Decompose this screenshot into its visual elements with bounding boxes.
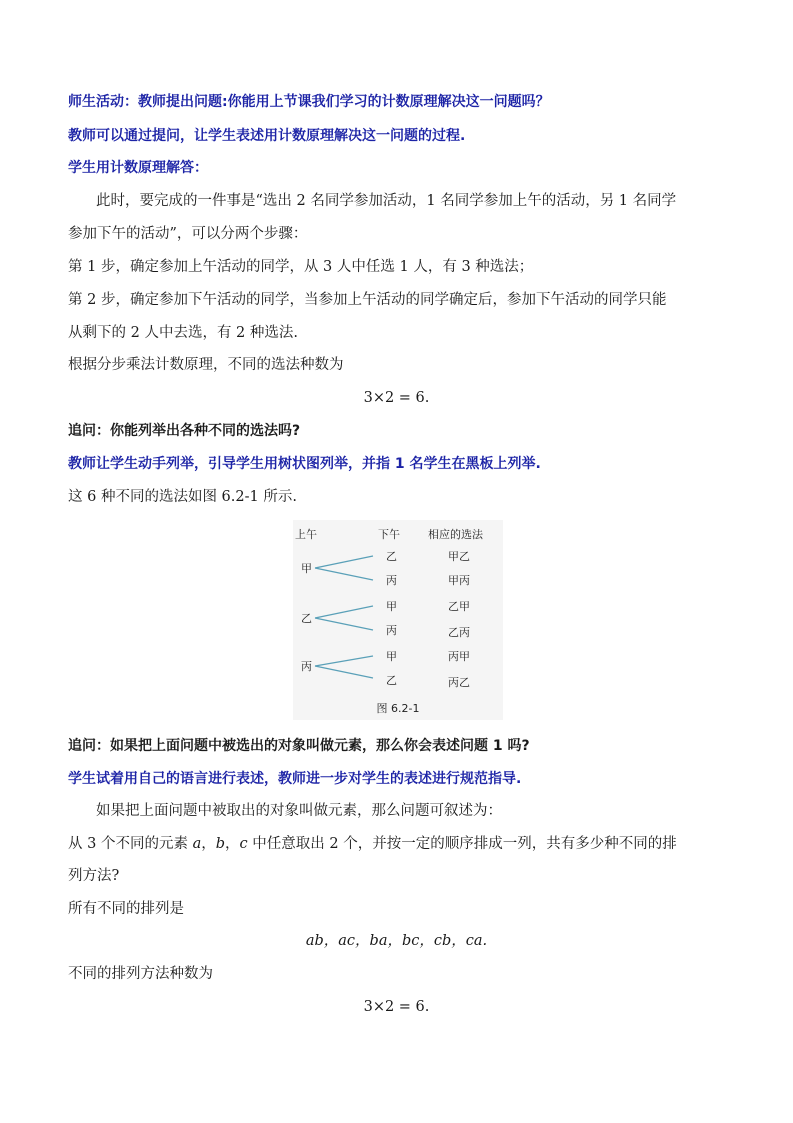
afternoon-choice: 乙 [386,550,397,563]
student-answer-heading: 学生用计数原理解答： [68,160,208,176]
paragraph-line: 不同的排列方法种数为 [68,966,213,982]
paragraph-line: 此时，要完成的一件事是“选出 2 名同学参加活动，1 名同学参加上午的活动，另 1 名同学 [96,193,677,209]
result-pair: 丙甲 [448,650,470,663]
afternoon-choice: 甲 [386,650,397,663]
morning-choice: 丙 [301,660,312,673]
variable-a: a [192,836,202,852]
teacher-note: 教师让学生动手列举，引导学生用树状图列举，并指 1 名学生在黑板上列举. [68,456,541,472]
morning-choice: 甲 [301,562,312,575]
afternoon-choice: 丙 [386,624,397,637]
figure-caption: 图 6.2-1 [376,702,420,715]
tree-header: 相应的选法 [428,528,483,541]
paragraph-line: 如果把上面问题中被取出的对象叫做元素，那么问题可叙述为： [96,803,502,819]
result-pair: 乙丙 [448,626,470,639]
teacher-note: 教师可以通过提问，让学生表述用计数原理解决这一问题的过程. [68,128,466,144]
variable-c: c [239,836,248,852]
equation: 3×2 = 6. [363,999,430,1015]
afternoon-choice: 乙 [386,674,397,687]
result-pair: 甲乙 [448,550,470,563]
afternoon-choice: 丙 [386,574,397,587]
text-run: ， [201,836,216,852]
paragraph-line: 这 6 种不同的选法如图 6.2-1 所示. [68,489,297,505]
result-pair: 甲丙 [448,574,470,587]
text-run: 从 3 个不同的元素 [68,836,193,852]
problem-statement-continued: 列方法? [68,868,120,884]
problem-statement [68,834,733,854]
step-1: 第 1 步，确定参加上午活动的同学，从 3 人中任选 1 人，有 3 种选法； [68,259,534,275]
permutation-list: ab，ac，ba，bc，cb，ca. [305,933,488,949]
teacher-student-activity: 师生活动：教师提出问题:你能用上节课我们学习的计数原理解决这一问题吗？ [68,94,550,110]
follow-up-question: 追问：你能列举出各种不同的选法吗? [68,423,301,439]
text-run: 中任意取出 2 个，并按一定的顺序排成一列，共有多少种不同的排 [247,836,677,852]
afternoon-choice: 甲 [386,600,397,613]
paragraph-line: 所有不同的排列是 [68,901,184,917]
variable-b: b [215,836,226,852]
tree-diagram [293,520,503,720]
paragraph-line: 根据分步乘法计数原理，不同的选法种数为 [68,357,344,373]
follow-up-question: 追问：如果把上面问题中被选出的对象叫做元素，那么你会表述问题 1 吗? [68,738,530,754]
result-pair: 乙甲 [448,600,470,613]
tree-header: 上午 [295,528,317,541]
tree-header: 下午 [378,528,400,541]
morning-choice: 乙 [301,612,312,625]
teacher-note: 学生试着用自己的语言进行表述，教师进一步对学生的表述进行规范指导. [68,771,522,787]
step-2: 第 2 步，确定参加下午活动的同学，当参加上午活动的同学确定后，参加下午活动的同学只能 [68,292,667,308]
tree-branches [315,556,373,678]
paragraph-line: 参加下午的活动”，可以分两个步骤： [68,226,308,242]
text-run: ， [225,836,240,852]
result-pair: 丙乙 [448,676,470,689]
equation: 3×2 = 6. [363,390,430,406]
step-2-continued: 从剩下的 2 人中去选，有 2 种选法. [68,325,298,341]
